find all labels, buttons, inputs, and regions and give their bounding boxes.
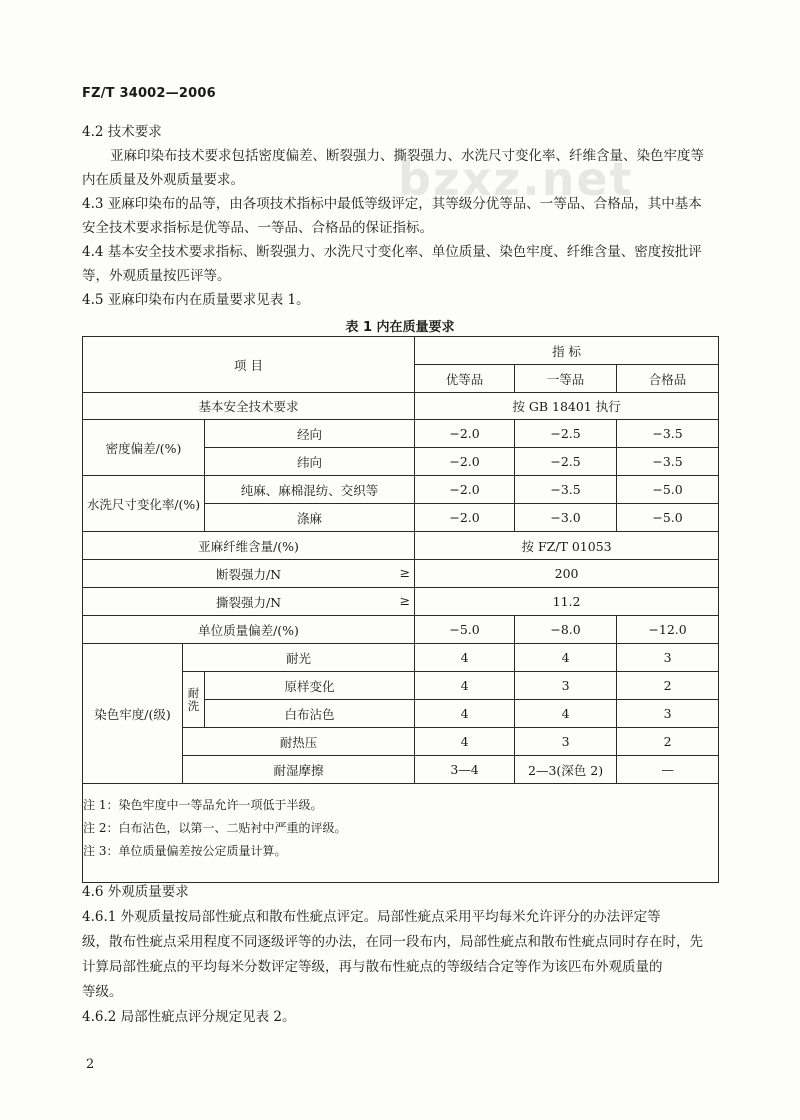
table-cell: −2.0 — [415, 420, 515, 448]
table-cell: 4 — [415, 644, 515, 672]
shrinkage-ramie-label: 涤麻 — [205, 504, 415, 532]
table-cell: −3.5 — [515, 476, 617, 504]
section-4-6-1-text-cont: 级，散布性疵点采用程度不同逐级评等的办法，在同一段布内，局部性疵点和散布性疵点同时存在时，先 — [82, 934, 703, 950]
mass-deviation-label: 单位质量偏差/(%) — [83, 616, 415, 644]
note-1: 注 1：染色牢度中一等品允许一项低于半级。 — [83, 798, 323, 812]
table-cell: −8.0 — [515, 616, 617, 644]
section-4-2-text: 亚麻印染布技术要求包括密度偏差、断裂强力、撕裂强力、水洗尺寸变化率、纤维含量、染色牢度等 — [110, 148, 704, 164]
table-cell: 3 — [515, 728, 617, 756]
tearing-strength-row-label — [83, 588, 415, 616]
table-cell: −5.0 — [617, 504, 719, 532]
color-fastness-label: 染色牢度/(级) — [83, 644, 183, 784]
table-cell: −5.0 — [617, 476, 719, 504]
table-cell: −12.0 — [617, 616, 719, 644]
table-cell: 2—3(深色 2) — [515, 756, 617, 784]
grade-premium: 优等品 — [415, 365, 515, 393]
tearing-strength-label: 撕裂强力/N — [215, 594, 282, 610]
table-cell: −2.5 — [515, 420, 617, 448]
table-cell: −3.5 — [617, 420, 719, 448]
table-1-caption: 表 1 内在质量要求 — [345, 320, 455, 335]
table-header-item: 项 目 — [83, 337, 415, 393]
shrinkage-label: 水洗尺寸变化率/(%) — [83, 476, 205, 532]
wet-rub-label: 耐湿摩擦 — [183, 756, 415, 784]
breaking-strength-label: 断裂强力/N — [215, 566, 282, 582]
staining-label: 白布沾色 — [205, 700, 415, 728]
table-cell: −3.5 — [617, 448, 719, 476]
grade-qualified: 合格品 — [617, 365, 719, 393]
grade-first: 一等品 — [515, 365, 617, 393]
shrinkage-pure-label: 纯麻、麻棉混纺、交织等 — [205, 476, 415, 504]
fiber-content-value: 按 FZ/T 01053 — [415, 532, 719, 560]
section-4-6-2-text: 4.6.2 局部性疵点评分规定见表 2。 — [82, 1009, 296, 1025]
color-change-label: 原样变化 — [205, 672, 415, 700]
section-4-2-text-cont: 内在质量及外观质量要求。 — [82, 172, 244, 188]
wash-fastness-label: 耐洗 — [183, 672, 205, 728]
table-cell: 4 — [415, 672, 515, 700]
table-cell: 4 — [515, 700, 617, 728]
table-cell: 3 — [617, 700, 719, 728]
section-4-3-text: 4.3 亚麻印染布的品等，由各项技术指标中最低等级评定，其等级分优等品、一等品、合格品，其中基本 — [82, 196, 702, 212]
table-cell: −5.0 — [415, 616, 515, 644]
tearing-strength-value: 11.2 — [415, 588, 719, 616]
density-weft-label: 纬向 — [205, 448, 415, 476]
section-4-4-text: 4.4 基本安全技术要求指标、断裂强力、水洗尺寸变化率、单位质量、染色牢度、纤维含量、密度按批评 — [82, 244, 702, 260]
table-cell: −2.0 — [415, 448, 515, 476]
table-cell: 3—4 — [415, 756, 515, 784]
table-cell: 4 — [415, 700, 515, 728]
hot-press-label: 耐热压 — [183, 728, 415, 756]
table-notes — [83, 784, 719, 883]
table-cell: — — [617, 756, 719, 784]
section-4-6-title: 4.6 外观质量要求 — [82, 884, 189, 900]
table-cell: 2 — [617, 672, 719, 700]
light-fastness-label: 耐光 — [183, 644, 415, 672]
section-4-6-1-text: 4.6.1 外观质量按局部性疵点和散布性疵点评定。局部性疵点采用平均每米允许评分的办法评定等 — [82, 909, 661, 925]
table-cell: 3 — [515, 672, 617, 700]
density-warp-label: 经向 — [205, 420, 415, 448]
ge-symbol: ≥ — [399, 593, 411, 608]
table-cell: 4 — [515, 644, 617, 672]
section-4-6-1-text-cont: 计算局部性疵点的平均每米分数评定等级，再与散布性疵点的等级结合定等作为该匹布外观质量的 — [82, 959, 663, 975]
table-header-indicator: 指 标 — [415, 337, 719, 365]
fiber-content-label: 亚麻纤维含量/(%) — [83, 532, 415, 560]
table-cell: −2.0 — [415, 476, 515, 504]
table-cell: −2.5 — [515, 448, 617, 476]
watermark: bzxz.net — [398, 152, 634, 206]
note-3: 注 3：单位质量偏差按公定质量计算。 — [83, 844, 287, 858]
table-cell: 2 — [617, 728, 719, 756]
section-4-5-text: 4.5 亚麻印染布内在质量要求见表 1。 — [82, 292, 310, 308]
standard-code: FZ/T 34002—2006 — [82, 86, 216, 101]
note-2: 注 2：白布沾色，以第一、二贴衬中严重的评级。 — [83, 821, 347, 835]
ge-symbol: ≥ — [399, 565, 411, 580]
page-number: 2 — [86, 1057, 95, 1072]
basic-safety-value: 按 GB 18401 执行 — [415, 393, 719, 420]
table-cell: −2.0 — [415, 504, 515, 532]
section-4-2-title: 4.2 技术要求 — [82, 124, 162, 140]
density-label: 密度偏差/(%) — [83, 420, 205, 476]
breaking-strength-row-label — [83, 560, 415, 588]
quality-requirements-table — [82, 336, 719, 883]
breaking-strength-value: 200 — [415, 560, 719, 588]
basic-safety-label: 基本安全技术要求 — [83, 393, 415, 420]
table-cell: 4 — [415, 728, 515, 756]
section-4-6-1-text-cont: 等级。 — [82, 984, 123, 1000]
section-4-4-text-cont: 等，外观质量按匹评等。 — [82, 268, 231, 284]
table-cell: −3.0 — [515, 504, 617, 532]
section-4-3-text-cont: 安全技术要求指标是优等品、一等品、合格品的保证指标。 — [82, 220, 433, 236]
table-cell: 3 — [617, 644, 719, 672]
